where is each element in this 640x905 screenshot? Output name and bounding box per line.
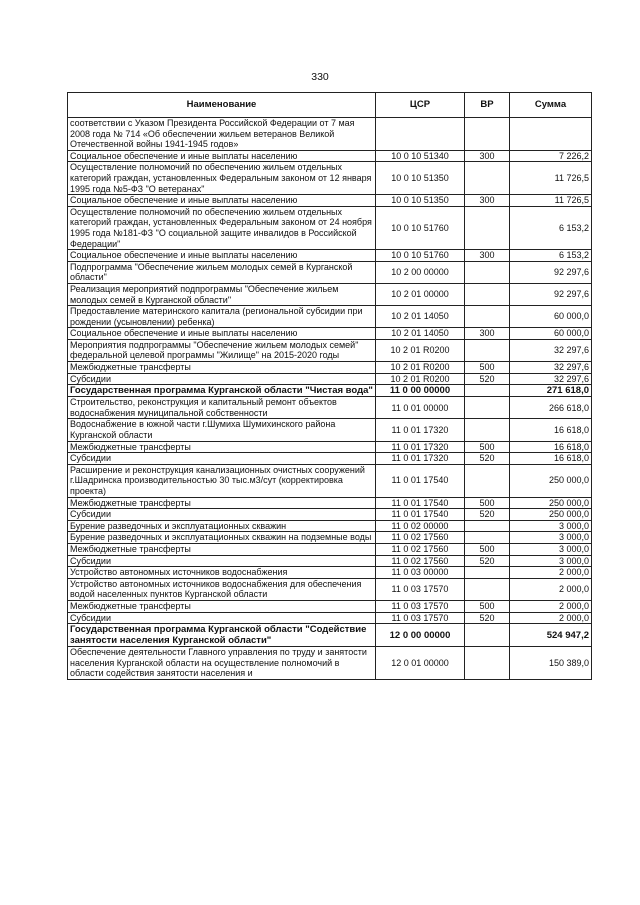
row-name: Предоставление материнского капитала (региональной субсидии при рождении (усыновлении) ребенка) — [68, 306, 376, 328]
row-vr: 300 — [465, 250, 510, 262]
row-name: соответствии с Указом Президента Российской Федерации от 7 мая 2008 года № 714 «Об обеспечении жильем ветеранов Великой Отечественной войны 1941-1945 годов» — [68, 118, 376, 151]
row-name: Осуществление полномочий по обеспечению жильем отдельных категорий граждан, установленных Федеральным законом от 24 ноября 1995 года №181-ФЗ "О социальной защите инвалидов в Российской Федерации" — [68, 206, 376, 249]
row-csr: 11 0 03 00000 — [376, 567, 465, 579]
row-name: Субсидии — [68, 612, 376, 624]
row-vr — [465, 261, 510, 283]
row-name: Социальное обеспечение и иные выплаты населению — [68, 195, 376, 207]
header-vr: ВР — [465, 93, 510, 118]
row-sum: 16 618,0 — [510, 453, 592, 465]
page-number: 330 — [311, 71, 329, 83]
row-csr: 11 0 01 17540 — [376, 497, 465, 509]
row-vr — [465, 578, 510, 600]
table-row — [68, 520, 592, 532]
row-csr: 11 0 02 17560 — [376, 555, 465, 567]
table-row — [68, 339, 592, 361]
table-row — [68, 283, 592, 305]
row-vr — [465, 206, 510, 249]
row-sum: 271 618,0 — [510, 385, 592, 397]
row-sum: 2 000,0 — [510, 567, 592, 579]
table-row — [68, 555, 592, 567]
table-row — [68, 578, 592, 600]
table-row — [68, 509, 592, 521]
row-vr: 520 — [465, 509, 510, 521]
table-row — [68, 567, 592, 579]
row-csr: 10 0 10 51350 — [376, 195, 465, 207]
table-row — [68, 624, 592, 647]
row-name: Субсидии — [68, 373, 376, 385]
table-row — [68, 600, 592, 612]
row-csr: 12 0 01 00000 — [376, 647, 465, 680]
table-header-row — [68, 93, 592, 118]
row-name: Межбюджетные трансферты — [68, 497, 376, 509]
row-vr — [465, 306, 510, 328]
row-sum: 32 297,6 — [510, 339, 592, 361]
row-name: Межбюджетные трансферты — [68, 600, 376, 612]
row-vr — [465, 520, 510, 532]
row-name: Реализация мероприятий подпрограммы "Обеспечение жильем молодых семей в Курганской области" — [68, 283, 376, 305]
row-vr: 500 — [465, 441, 510, 453]
row-sum: 3 000,0 — [510, 532, 592, 544]
row-csr: 11 0 02 17560 — [376, 543, 465, 555]
table-row — [68, 647, 592, 680]
table-row — [68, 362, 592, 374]
row-csr: 11 0 01 17540 — [376, 464, 465, 497]
row-csr: 11 0 02 17560 — [376, 532, 465, 544]
row-csr: 11 0 02 00000 — [376, 520, 465, 532]
row-sum: 32 297,6 — [510, 362, 592, 374]
budget-table — [67, 92, 592, 680]
row-vr: 300 — [465, 328, 510, 340]
row-vr: 300 — [465, 195, 510, 207]
table-row — [68, 195, 592, 207]
row-csr: 10 0 10 51760 — [376, 206, 465, 249]
row-vr: 300 — [465, 150, 510, 162]
table-row — [68, 543, 592, 555]
row-csr: 10 2 01 R0200 — [376, 362, 465, 374]
row-csr: 11 0 03 17570 — [376, 600, 465, 612]
row-name: Социальное обеспечение и иные выплаты населению — [68, 328, 376, 340]
table-row — [68, 453, 592, 465]
row-sum: 250 000,0 — [510, 509, 592, 521]
table-row — [68, 464, 592, 497]
row-csr: 11 0 03 17570 — [376, 578, 465, 600]
row-sum: 16 618,0 — [510, 441, 592, 453]
row-csr: 11 0 01 17320 — [376, 441, 465, 453]
header-name: Наименование — [68, 93, 376, 118]
row-csr: 10 2 01 14050 — [376, 328, 465, 340]
row-vr: 520 — [465, 555, 510, 567]
row-csr: 10 0 10 51760 — [376, 250, 465, 262]
row-name: Устройство автономных источников водоснабжения для обеспечения водой населенных пунктов Курганской области — [68, 578, 376, 600]
row-sum: 6 153,2 — [510, 206, 592, 249]
table-row — [68, 328, 592, 340]
row-name: Строительство, реконструкция и капитальный ремонт объектов водоснабжения муниципальной собственности — [68, 397, 376, 419]
row-name: Обеспечение деятельности Главного управления по труду и занятости населения Курганской области на осуществление полномочий в области содействия занятости населения и — [68, 647, 376, 680]
row-csr: 10 2 01 R0200 — [376, 339, 465, 361]
row-sum — [510, 118, 592, 151]
row-sum: 2 000,0 — [510, 600, 592, 612]
row-name: Бурение разведочных и эксплуатационных скважин — [68, 520, 376, 532]
row-name: Социальное обеспечение и иные выплаты населению — [68, 250, 376, 262]
row-csr: 10 2 01 00000 — [376, 283, 465, 305]
row-sum: 60 000,0 — [510, 328, 592, 340]
row-name: Межбюджетные трансферты — [68, 543, 376, 555]
row-csr: 11 0 01 17320 — [376, 453, 465, 465]
row-vr — [465, 647, 510, 680]
row-name: Социальное обеспечение и иные выплаты населению — [68, 150, 376, 162]
row-vr: 520 — [465, 612, 510, 624]
row-sum: 2 000,0 — [510, 578, 592, 600]
row-vr — [465, 283, 510, 305]
row-name: Устройство автономных источников водоснабжения — [68, 567, 376, 579]
row-sum: 7 226,2 — [510, 150, 592, 162]
row-sum: 3 000,0 — [510, 520, 592, 532]
table-row — [68, 306, 592, 328]
row-csr: 11 0 01 17320 — [376, 419, 465, 441]
table-row — [68, 612, 592, 624]
table-row — [68, 118, 592, 151]
row-name: Подпрограмма "Обеспечение жильем молодых семей в Курганской области" — [68, 261, 376, 283]
table-row — [68, 532, 592, 544]
row-csr: 11 0 01 00000 — [376, 397, 465, 419]
row-name: Межбюджетные трансферты — [68, 441, 376, 453]
row-sum: 92 297,6 — [510, 283, 592, 305]
row-vr: 500 — [465, 543, 510, 555]
row-sum: 11 726,5 — [510, 195, 592, 207]
row-name: Осуществление полномочий по обеспечению жильем отдельных категорий граждан, установленных Федеральным законом от 12 января 1995 года №5-ФЗ "О ветеранах" — [68, 162, 376, 195]
row-sum: 250 000,0 — [510, 464, 592, 497]
row-vr — [465, 385, 510, 397]
row-name: Государственная программа Курганской области "Чистая вода" — [68, 385, 376, 397]
row-vr: 520 — [465, 373, 510, 385]
row-csr: 10 0 10 51350 — [376, 162, 465, 195]
table-row — [68, 441, 592, 453]
row-sum: 524 947,2 — [510, 624, 592, 647]
row-vr — [465, 162, 510, 195]
row-vr: 500 — [465, 600, 510, 612]
row-vr: 500 — [465, 362, 510, 374]
table-row — [68, 385, 592, 397]
row-vr — [465, 567, 510, 579]
row-csr: 12 0 00 00000 — [376, 624, 465, 647]
row-csr: 10 2 00 00000 — [376, 261, 465, 283]
row-sum: 3 000,0 — [510, 543, 592, 555]
row-vr — [465, 624, 510, 647]
row-sum: 32 297,6 — [510, 373, 592, 385]
row-sum: 2 000,0 — [510, 612, 592, 624]
row-sum: 60 000,0 — [510, 306, 592, 328]
row-sum: 150 389,0 — [510, 647, 592, 680]
row-vr: 500 — [465, 497, 510, 509]
table-row — [68, 497, 592, 509]
header-csr: ЦСР — [376, 93, 465, 118]
row-sum: 266 618,0 — [510, 397, 592, 419]
table-body — [68, 118, 592, 680]
row-sum: 250 000,0 — [510, 497, 592, 509]
row-name: Субсидии — [68, 453, 376, 465]
row-vr — [465, 464, 510, 497]
row-sum: 3 000,0 — [510, 555, 592, 567]
row-csr: 11 0 03 17570 — [376, 612, 465, 624]
table-row — [68, 373, 592, 385]
table-row — [68, 250, 592, 262]
row-name: Субсидии — [68, 509, 376, 521]
row-vr: 520 — [465, 453, 510, 465]
row-name: Расширение и реконструкция канализационных очистных сооружений г.Шадринска производительностью 30 тыс.м3/сут (корректировка проекта) — [68, 464, 376, 497]
row-csr: 11 0 00 00000 — [376, 385, 465, 397]
row-sum: 11 726,5 — [510, 162, 592, 195]
row-vr — [465, 118, 510, 151]
row-name: Водоснабжение в южной части г.Шумиха Шумихинского района Курганской области — [68, 419, 376, 441]
table-row — [68, 150, 592, 162]
row-sum: 6 153,2 — [510, 250, 592, 262]
row-csr: 10 2 01 R0200 — [376, 373, 465, 385]
row-csr: 10 2 01 14050 — [376, 306, 465, 328]
row-name: Субсидии — [68, 555, 376, 567]
row-name: Бурение разведочных и эксплуатационных скважин на подземные воды — [68, 532, 376, 544]
table-row — [68, 397, 592, 419]
row-csr: 10 0 10 51340 — [376, 150, 465, 162]
row-vr — [465, 419, 510, 441]
row-sum: 92 297,6 — [510, 261, 592, 283]
row-name: Межбюджетные трансферты — [68, 362, 376, 374]
row-name: Мероприятия подпрограммы "Обеспечение жильем молодых семей" федеральной целевой программы "Жилище" на 2015-2020 годы — [68, 339, 376, 361]
row-csr: 11 0 01 17540 — [376, 509, 465, 521]
row-sum: 16 618,0 — [510, 419, 592, 441]
row-name: Государственная программа Курганской области "Содействие занятости населения Курганской области" — [68, 624, 376, 647]
row-csr — [376, 118, 465, 151]
row-vr — [465, 532, 510, 544]
header-sum: Сумма — [510, 93, 592, 118]
row-vr — [465, 397, 510, 419]
table-row — [68, 206, 592, 249]
row-vr — [465, 339, 510, 361]
table-row — [68, 419, 592, 441]
table-row — [68, 162, 592, 195]
table-row — [68, 261, 592, 283]
